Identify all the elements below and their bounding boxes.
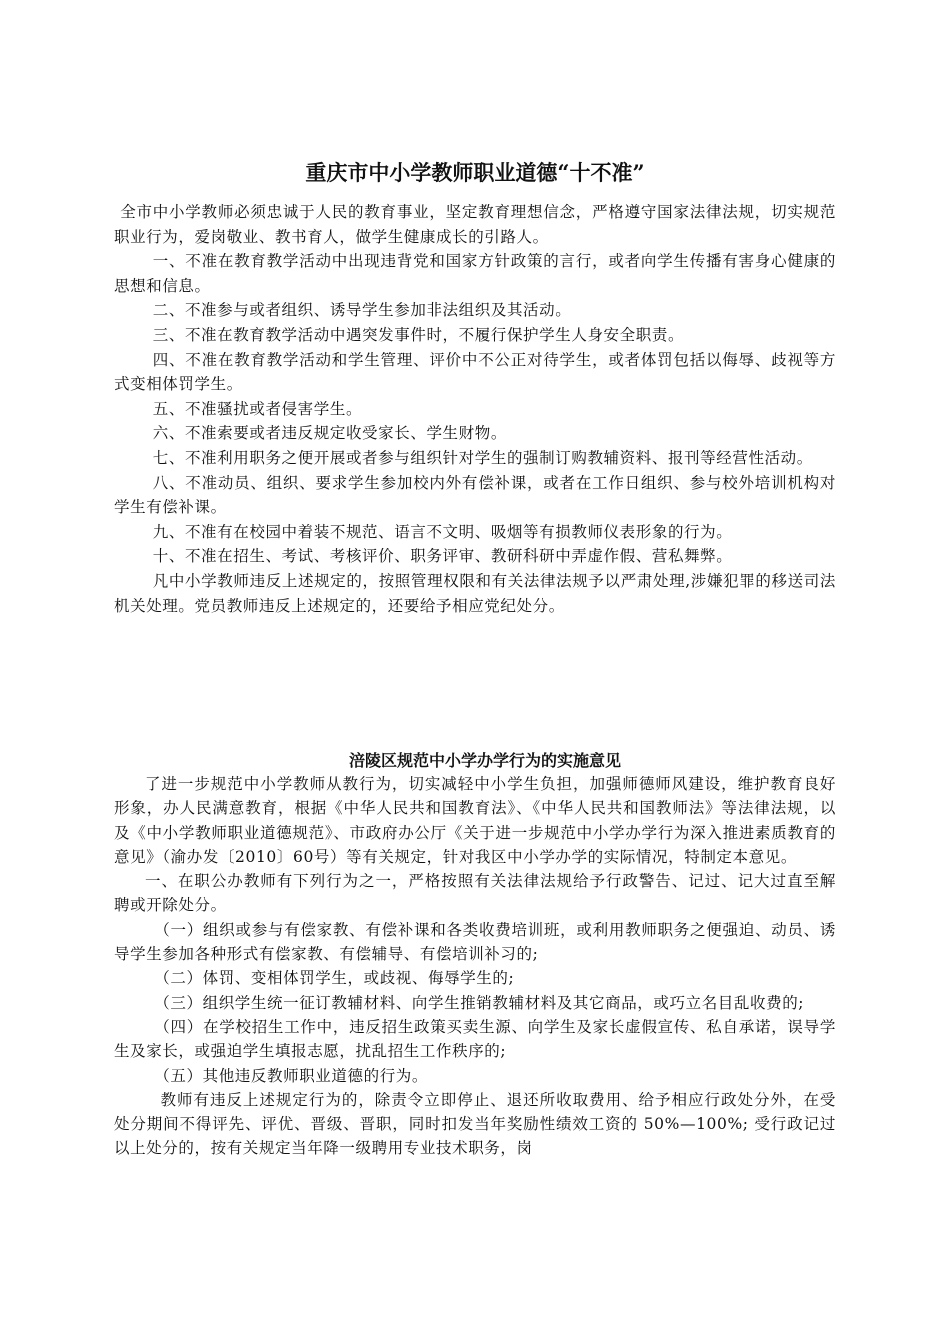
clause-1-paragraph: 一、在职公办教师有下列行为之一，严格按照有关法律法规给予行政警告、记过、记大过直至解聘或开除处分。: [114, 872, 836, 915]
prohibition-item-6: 六、不准索要或者违反规定收受家长、学生财物。: [152, 424, 507, 443]
opinions-intro-paragraph: 了进一步规范中小学教师从教行为，切实减轻中小学生负担，加强师德师风建设，维护教育良好形象，办人民满意教育，根据《中华人民共和国教育法》、《中华人民共和国教师法》等法律法规，以及《中小学教师职业道德规范》、市政府办公厅《关于进一步规范中小学办学行为深入推进素质教育的意见》（渝办发〔2010〕60号）等有关规定，针对我区中小学办学的实际情况，特制定本意见。: [114, 775, 836, 866]
prohibition-item-3: 三、不准在教育教学活动中遇突发事件时，不履行保护学生人身安全职责。: [152, 325, 685, 344]
prohibition-item-7: 七、不准利用职务之便开展或者参与组织针对学生的强制订购教辅资料、报刊等经营性活动。: [152, 448, 813, 467]
prohibition-item-10: 十、不准在招生、考试、考核评价、职务评审、教研科研中弄虚作假、营私舞弊。: [152, 547, 733, 566]
sub-item-1: （一）组织或参与有偿家教、有偿补课和各类收费培训班，或利用教师职务之便强迫、动员、诱导学生参加各种形式有偿家教、有偿辅导、有偿培训补习的;: [114, 920, 836, 964]
penalty-paragraph: 教师有违反上述规定行为的，除责令立即停止、退还所收取费用、给予相应行政处分外，在受处分期间不得评先、评优、晋级、晋职，同时扣发当年奖励性绩效工资的 50%—100%; 受行政记过以上处分的，按有关规定当年降一级聘用专业技术职务，岗: [114, 1090, 836, 1158]
closing-paragraph: 凡中小学教师违反上述规定的，按照管理权限和有关法律法规予以严肃处理,涉嫌犯罪的移送司法机关处理。党员教师违反上述规定的，还要给予相应党纪处分。: [114, 571, 836, 615]
prohibition-item-8: 八、不准动员、组织、要求学生参加校内外有偿补课，或者在工作日组织、参与校外培训机构对学生有偿补课。: [114, 473, 836, 517]
prohibition-item-4: 四、不准在教育教学活动和学生管理、评价中不公正对待学生，或者体罚包括以侮辱、歧视等方式变相体罚学生。: [114, 350, 836, 394]
ten-prohibitions-body: [114, 200, 836, 618]
sub-item-4: （四）在学校招生工作中，违反招生政策买卖生源、向学生及家长虚假宣传、私自承诺，误导学生及家长，或强迫学生填报志愿，扰乱招生工作秩序的;: [114, 1017, 836, 1061]
document-title-fuling-opinions: 涪陵区规范中小学办学行为的实施意见: [348, 751, 621, 770]
sub-item-5: （五）其他违反教师职业道德的行为。: [154, 1066, 428, 1085]
intro-paragraph: 全市中小学教师必须忠诚于人民的教育事业，坚定教育理想信念，严格遵守国家法律法规，切实规范职业行为，爱岗敬业、教书育人，做学生健康成长的引路人。: [114, 203, 836, 246]
sub-item-2: （二）体罚、变相体罚学生，或歧视、侮辱学生的;: [154, 969, 515, 988]
prohibition-item-5: 五、不准骚扰或者侵害学生。: [152, 399, 363, 418]
prohibition-item-2: 二、不准参与或者组织、诱导学生参加非法组织及其活动。: [152, 301, 572, 320]
prohibition-item-9: 九、不准有在校园中着装不规范、语言不文明、吸烟等有损教师仪表形象的行为。: [152, 522, 733, 541]
prohibition-item-1: 一、不准在教育教学活动中出现违背党和国家方针政策的言行，或者向学生传播有害身心健康的思想和信息。: [114, 252, 836, 295]
sub-item-3: （三）组织学生统一征订教辅材料、向学生推销教辅材料及其它商品，或巧立名目乱收费的;: [154, 993, 805, 1012]
document-title-ten-prohibitions: 重庆市中小学教师职业道德“十不准”: [305, 160, 645, 185]
fuling-opinions-body: [114, 772, 836, 1161]
